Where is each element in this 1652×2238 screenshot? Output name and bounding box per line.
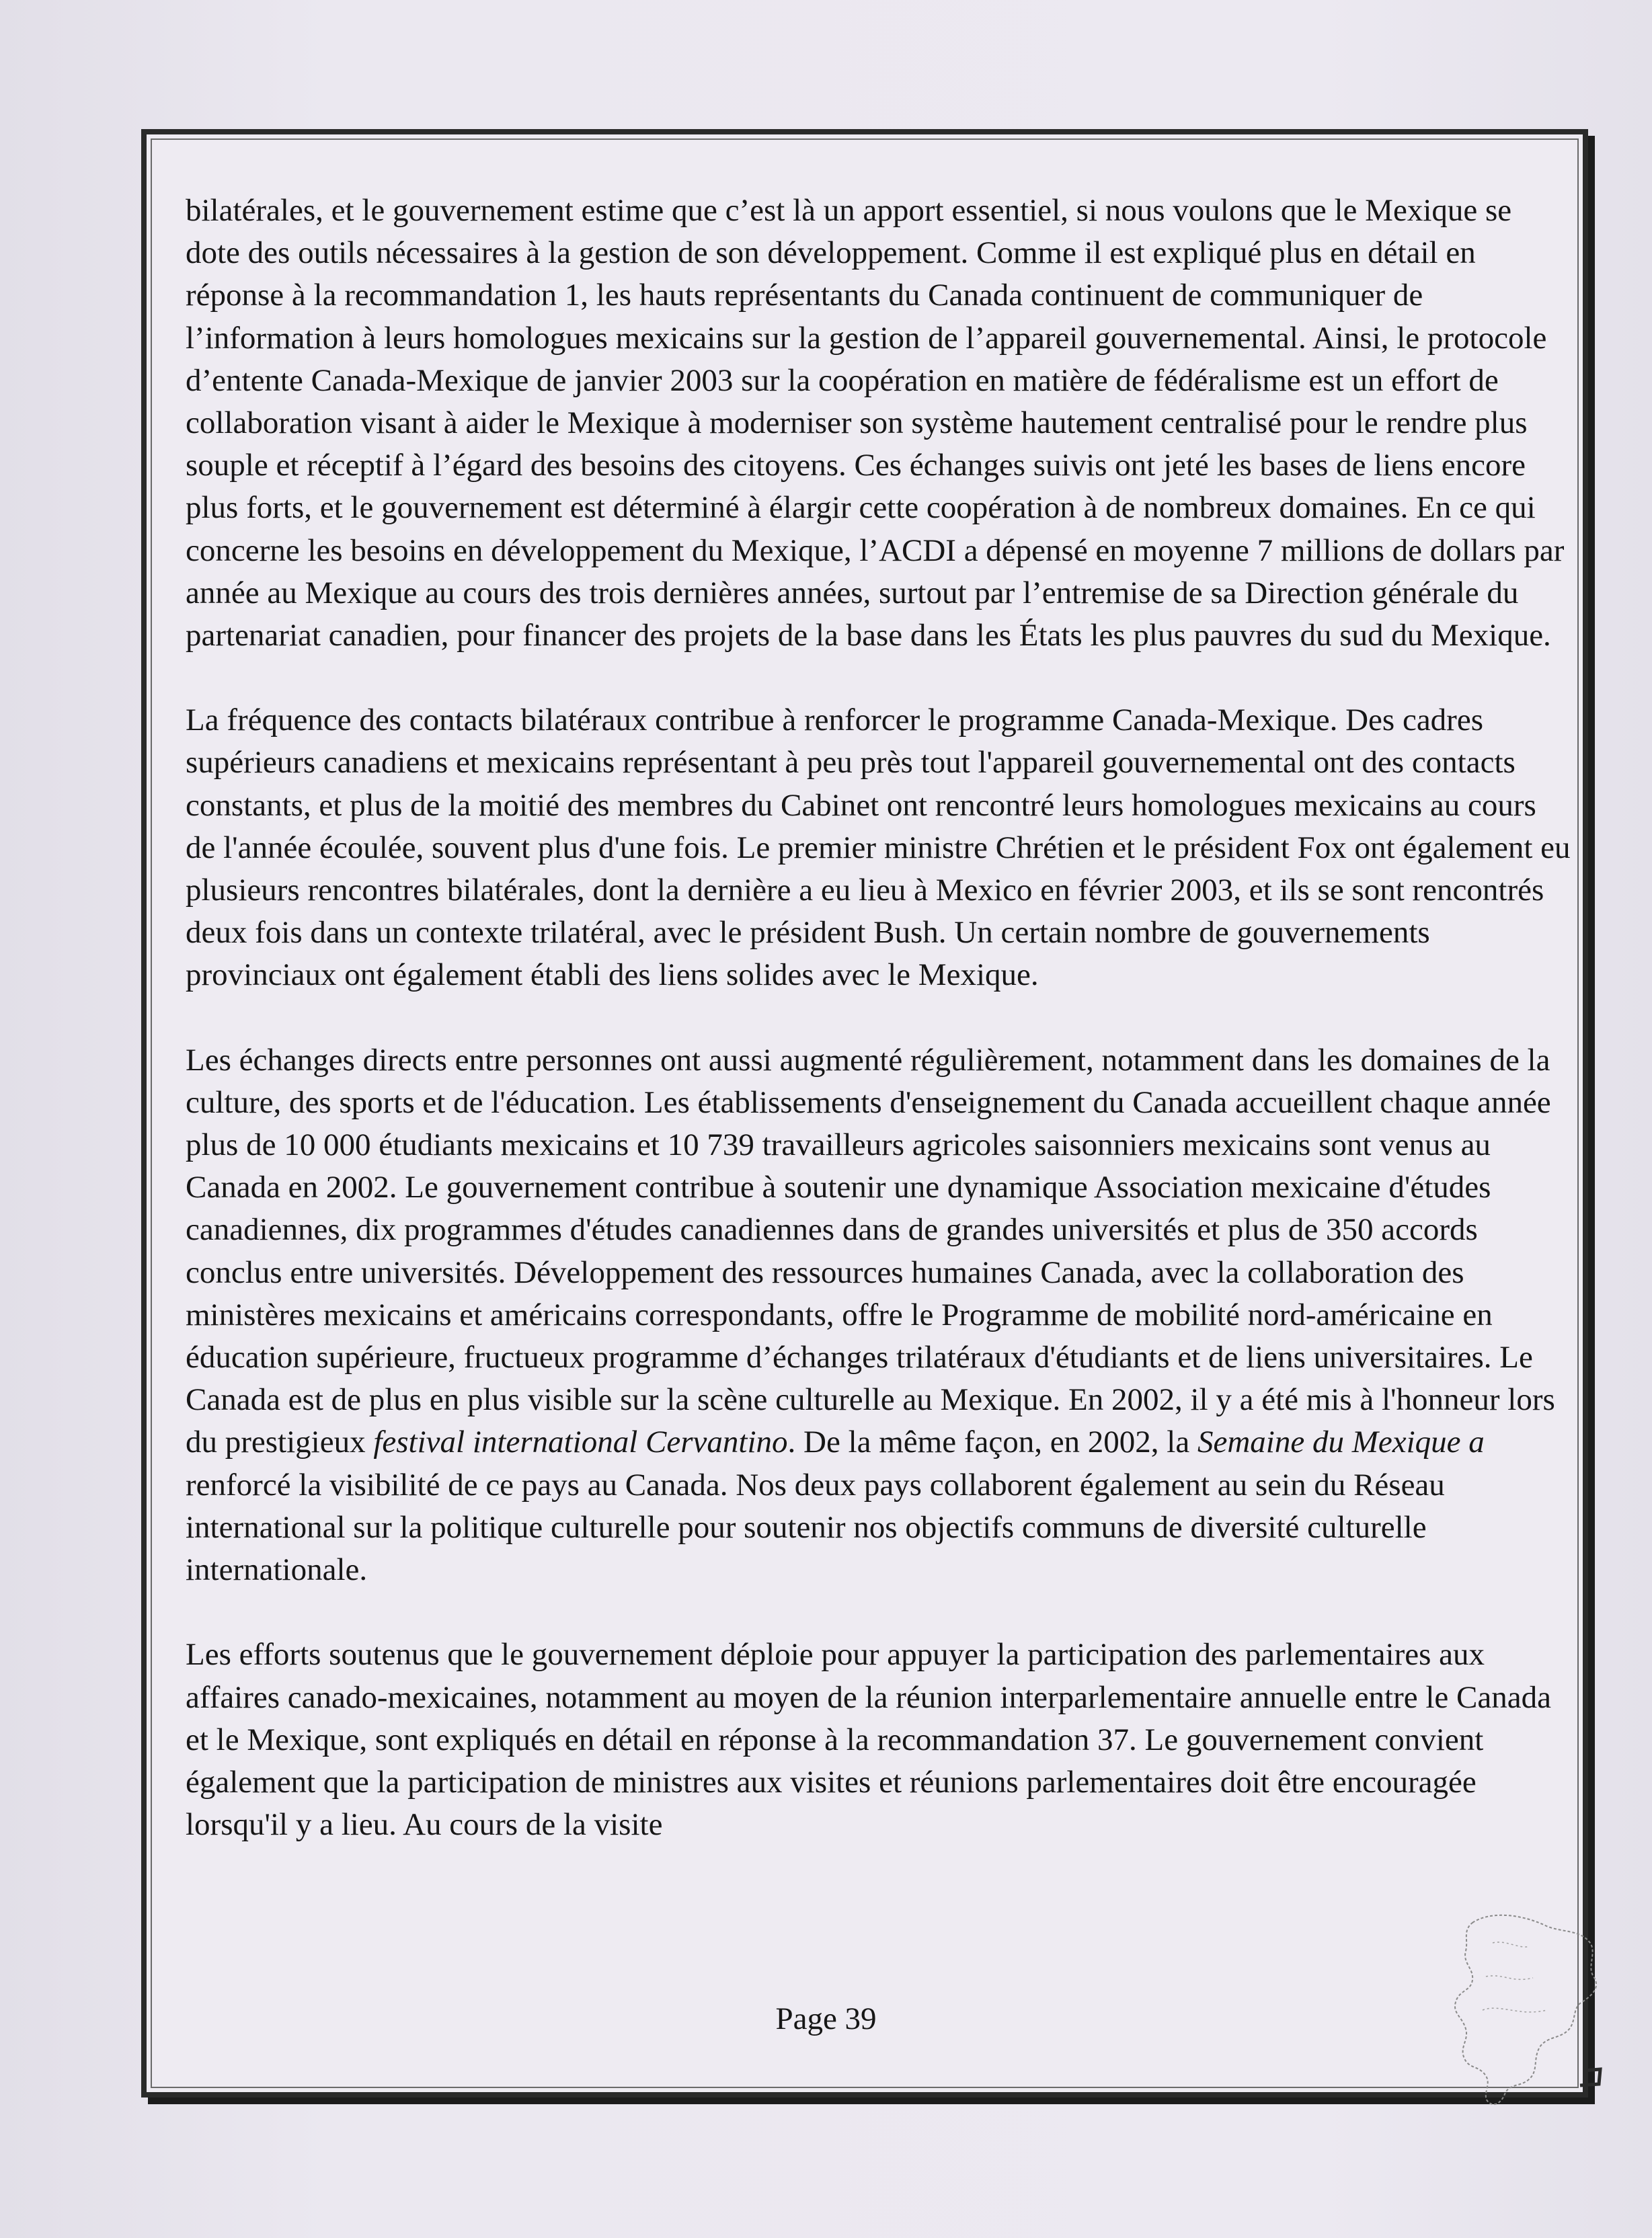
paragraph-3-text-b: . De la même façon, en 2002, la [787, 1425, 1197, 1460]
paragraph-1-text: bilatérales, et le gouvernement estime que c’est là un apport essentiel, si nous voulons que le Mexique se dote des outils nécessaires à la gestion de son développement. Comme il est expliqué plus en détail en réponse à la recommandation 1, les hauts représentants du Canada continuent de communiquer de l’information à leurs homologues mexicains sur la gestion de l’appareil gouvernemental. Ainsi, le protocole d’entente Canada-Mexique de janvier 2003 sur la coopération en matière de fédéralisme est un effort de collaboration visant à aider le Mexique à moderniser son système hautement centralisé pour le rendre plus souple et réceptif à l’égard des besoins des citoyens. Ces échanges suivis ont jeté les bases de liens encore plus forts, et le gouvernement est déterminé à élargir cette coopération à de nombreux domaines. En ce qui concerne les besoins en développement du Mexique, l’ACDI a dépensé en moyenne 7 millions de dollars par année au Mexique au cours des trois dernières années, surtout par l’entremise de sa Direction générale du partenariat canadien, pour financer des projets de la base dans les États les plus pauvres du sud du Mexique. [186, 193, 1565, 653]
paragraph-3 [186, 1039, 1571, 1592]
paragraph-3-text-c: renforcé la visibilité de ce pays au Canada. Nos deux pays collaborent également au sein du Réseau international sur la politique culturelle pour soutenir nos objectifs communs de diversité culturelle internationale. [186, 1467, 1445, 1588]
event-title: Semaine du Mexique a [1197, 1425, 1485, 1460]
document-body [186, 190, 1571, 1846]
paragraph-1 [186, 190, 1571, 657]
page-number: Page 39 [775, 2001, 877, 2036]
paragraph-2-text: La fréquence des contacts bilatéraux contribue à renforcer le programme Canada-Mexique. Des cadres supérieurs canadiens et mexicains représentant à peu près tout l'appareil gouvernemental ont des contacts constants, et plus de la moitié des membres du Cabinet ont rencontré leurs homologues mexicains au cours de l'année écoulée, souvent plus d'une fois. Le premier ministre Chrétien et le président Fox ont également eu plusieurs rencontres bilatérales, dont la dernière a eu lieu à Mexico en février 2003, et ils se sont rencontrés deux fois dans un contexte trilatéral, avec le président Bush. Un certain nombre de gouvernements provinciaux ont également établi des liens solides avec le Mexique. [186, 703, 1571, 993]
paragraph-3-text-a: Les échanges directs entre personnes ont aussi augmenté régulièrement, notamment dans les domaines de la culture, des sports et de l'éducation. Les établissements d'enseignement du Canada accueillent chaque année plus de 10 000 étudiants mexicains et 10 739 travailleurs agricoles saisonniers mexicains sont venus au Canada en 2002. Le gouvernement contribue à soutenir une dynamique Association mexicaine d'études canadiennes, dix programmes d'études canadiennes dans de grandes universités et plus de 350 accords conclus entre universités. Développement des ressources humaines Canada, avec la collaboration des ministères mexicains et américains correspondants, offre le Programme de mobilité nord-américaine en éducation supérieure, fructueux programme d’échanges trilatéraux d'étudiants et de liens universitaires. Le Canada est de plus en plus visible sur la scène culturelle au Mexique. En 2002, il y a été mis à l'honneur lors du prestigieux [186, 1042, 1555, 1460]
paragraph-4 [186, 1634, 1571, 1846]
festival-title: festival international Cervantino [373, 1425, 788, 1460]
north-america-map-icon [1446, 1903, 1607, 2118]
paragraph-2 [186, 699, 1571, 996]
paragraph-4-text: Les efforts soutenus que le gouvernement déploie pour appuyer la participation des parlementaires aux affaires canado-mexicaines, notamment au moyen de la réunion interparlementaire annuelle entre le Canada et le Mexique, sont expliqués en détail en réponse à la recommandation 37. Le gouvernement convient également que la participation de ministres aux visites et réunions parlementaires doit être encouragée lorsqu'il y a lieu. Au cours de la visite [186, 1637, 1551, 1843]
